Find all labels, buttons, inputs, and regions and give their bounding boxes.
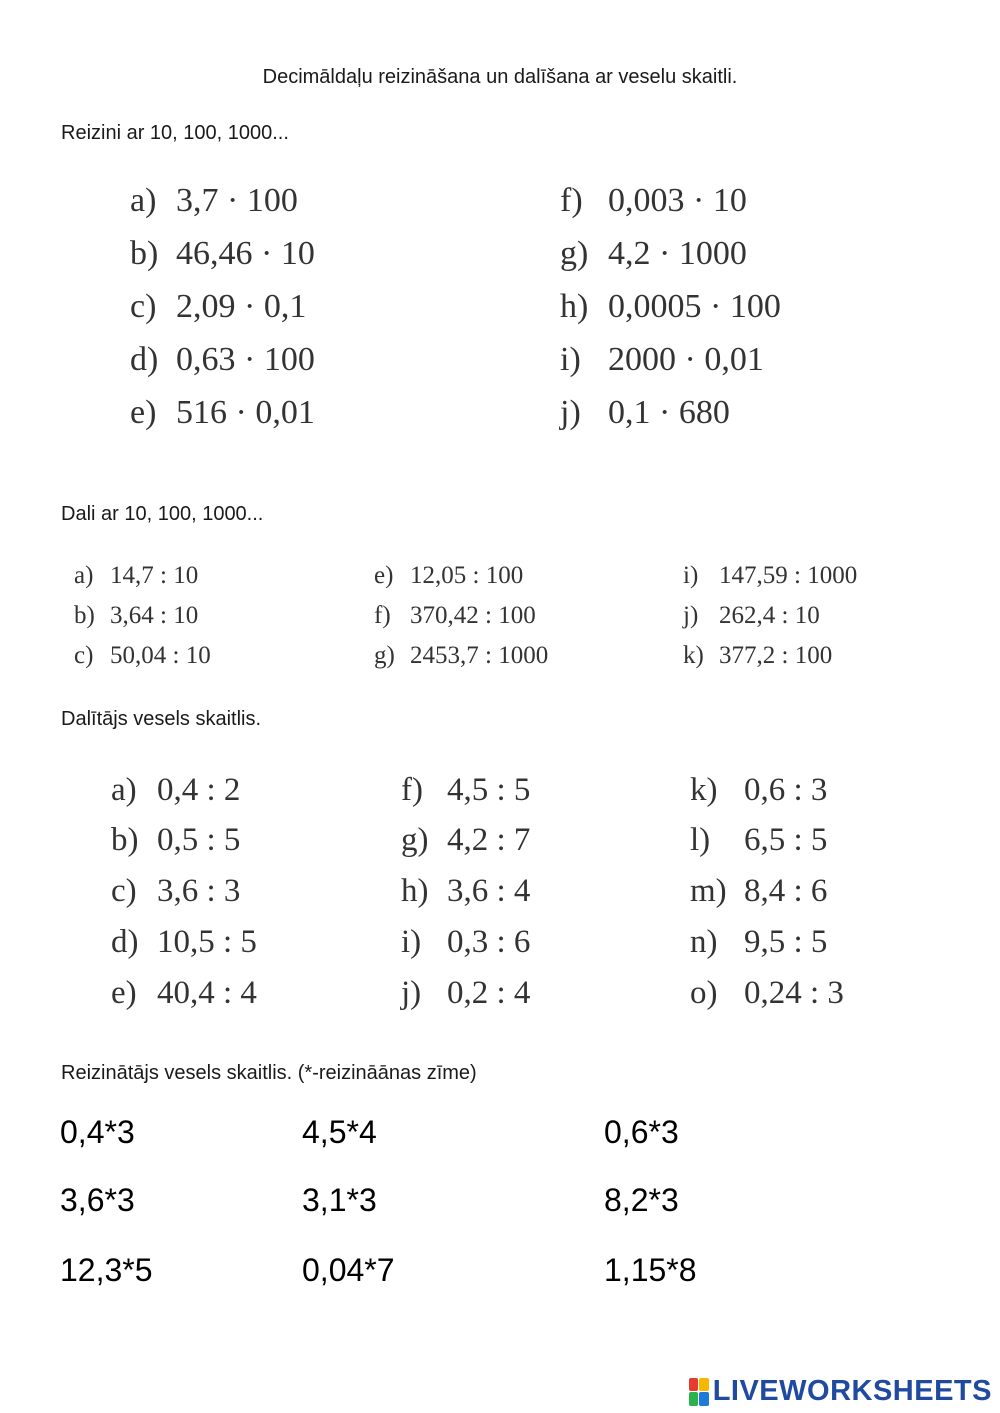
exercise-3j: j) 0,2 : 4 — [401, 975, 531, 1011]
exercise-3e: e) 40,4 : 4 — [111, 975, 257, 1011]
exercise-1a: a) 3,7 · 100 — [130, 182, 298, 219]
page-title: Decimāldaļu reizināšana un dalīšana ar veselu skaitli. — [262, 66, 738, 88]
exercise-2f: f) 370,42 : 100 — [374, 602, 536, 629]
exercise-2g: g) 2453,7 : 1000 — [374, 642, 549, 669]
exercise-4-r3c3: 1,15*8 — [604, 1252, 697, 1288]
exercise-3k: k) 0,6 : 3 — [690, 772, 828, 808]
exercise-3o: o) 0,24 : 3 — [690, 975, 844, 1011]
exercise-3b: b) 0,5 : 5 — [111, 822, 241, 858]
exercise-2b: b) 3,64 : 10 — [74, 602, 199, 629]
exercise-4-r3c2: 0,04*7 — [302, 1252, 395, 1288]
exercise-1e: e) 516 · 0,01 — [130, 394, 315, 431]
exercise-3a: a) 0,4 : 2 — [111, 772, 241, 808]
exercise-2c: c) 50,04 : 10 — [74, 642, 211, 669]
exercise-4-r2c3: 8,2*3 — [604, 1182, 679, 1218]
exercise-4-r1c2: 4,5*4 — [302, 1114, 377, 1150]
exercise-1j: j) 0,1 · 680 — [560, 394, 730, 431]
exercise-1h: h) 0,0005 · 100 — [560, 288, 781, 325]
exercise-1f: f) 0,003 · 10 — [560, 182, 747, 219]
exercise-4-r3c1: 12,3*5 — [60, 1252, 153, 1288]
exercise-2j: j) 262,4 : 10 — [683, 602, 820, 629]
exercise-1c: c) 2,09 · 0,1 — [130, 288, 307, 325]
exercise-3g: g) 4,2 : 7 — [401, 822, 531, 858]
logo-text: LIVEWORKSHEETS — [712, 1375, 992, 1407]
exercise-3d: d) 10,5 : 5 — [111, 924, 257, 960]
exercise-3i: i) 0,3 : 6 — [401, 924, 531, 960]
exercise-1b: b) 46,46 · 10 — [130, 235, 315, 272]
exercise-1g: g) 4,2 · 1000 — [560, 235, 747, 272]
exercise-4-r2c2: 3,1*3 — [302, 1182, 377, 1218]
exercise-3h: h) 3,6 : 4 — [401, 873, 531, 909]
section-1-heading: Reizini ar 10, 100, 1000... — [61, 122, 289, 144]
exercise-3l: l) 6,5 : 5 — [690, 822, 828, 858]
exercise-1i: i) 2000 · 0,01 — [560, 341, 764, 378]
exercise-2i: i) 147,59 : 1000 — [683, 562, 858, 589]
section-3-heading: Dalītājs vesels skaitlis. — [61, 708, 262, 730]
exercise-4-r1c1: 0,4*3 — [60, 1114, 135, 1150]
exercise-3n: n) 9,5 : 5 — [690, 924, 828, 960]
exercise-2a: a) 14,7 : 10 — [74, 562, 199, 589]
exercise-3m: m) 8,4 : 6 — [690, 873, 828, 909]
liveworksheets-logo — [689, 1375, 992, 1408]
exercise-3f: f) 4,5 : 5 — [401, 772, 531, 808]
section-4-heading: Reizinātājs vesels skaitlis. (*-reizināānas zīme) — [61, 1062, 477, 1084]
exercise-3c: c) 3,6 : 3 — [111, 873, 241, 909]
section-2-heading: Dali ar 10, 100, 1000... — [61, 503, 264, 525]
exercise-4-r2c1: 3,6*3 — [60, 1182, 135, 1218]
logo-mark-icon — [689, 1378, 709, 1406]
exercise-4-r1c3: 0,6*3 — [604, 1114, 679, 1150]
exercise-2e: e) 12,05 : 100 — [374, 562, 524, 589]
exercise-2k: k) 377,2 : 100 — [683, 642, 833, 669]
exercise-1d: d) 0,63 · 100 — [130, 341, 315, 378]
